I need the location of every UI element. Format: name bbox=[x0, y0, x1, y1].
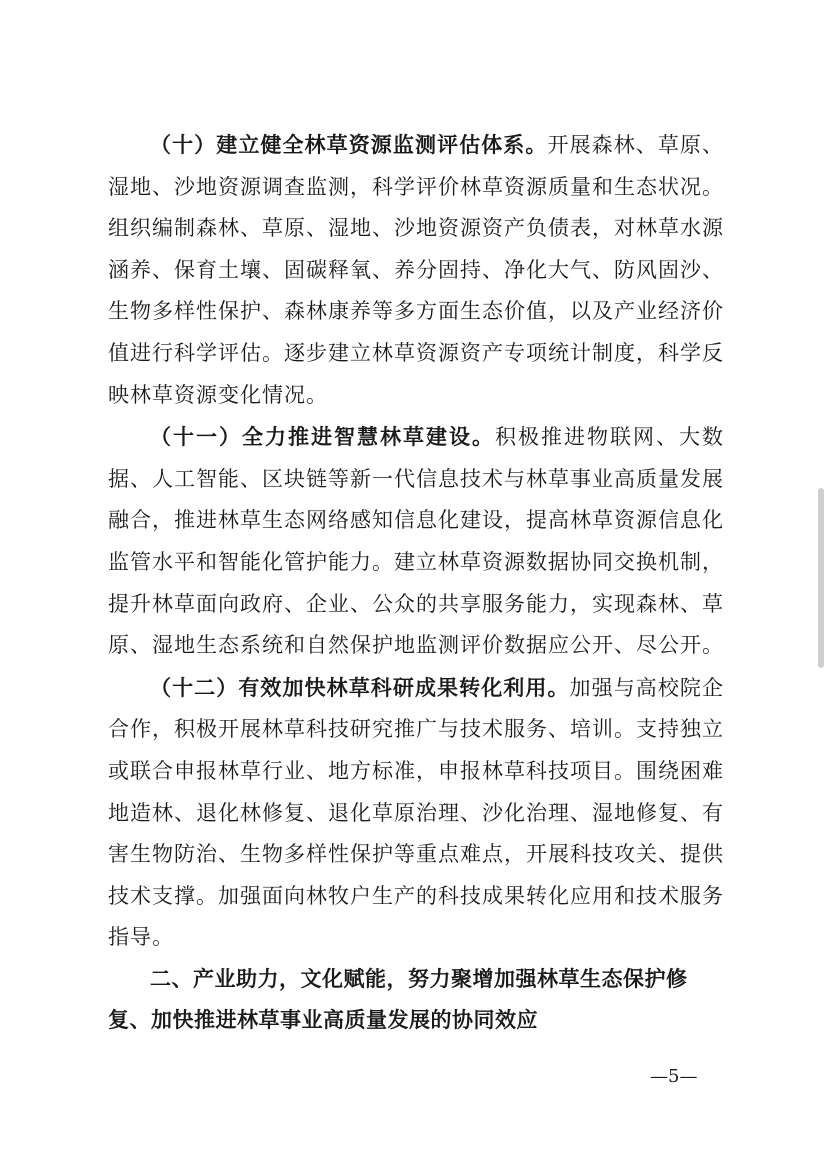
paragraph-11-lead: （十一）全力推进智慧林草建设。 bbox=[150, 424, 495, 450]
scrollbar-thumb[interactable] bbox=[818, 488, 824, 668]
paragraph-12-body: 加强与高校院企合作，积极开展林草科技研究推广与技术服务、培训。支持独立或联合申报林草行业、地方标准，申报林草科技项目。围绕困难地造林、退化林修复、退化草原治理、沙化治理、湿地修复、有害生物防治、生物多样性保护等重点难点，开展科技攻关、提供技术支撑。加强面向林牧户生产的科技成果转化应用和技术服务指导。 bbox=[108, 675, 725, 950]
paragraph-10-lead: （十）建立健全林草资源监测评估体系。 bbox=[150, 132, 548, 157]
paragraph-12-lead: （十二）有效加快林草科研成果转化利用。 bbox=[150, 674, 570, 700]
paragraph-12 bbox=[108, 667, 724, 959]
paragraph-11 bbox=[108, 416, 724, 667]
scrollbar[interactable] bbox=[818, 488, 824, 668]
section-heading: 二、产业助力，文化赋能，努力聚增加强林草生态保护修复、加快推进林草事业高质量发展的协同效应 bbox=[108, 966, 688, 1033]
document-body bbox=[108, 124, 724, 1042]
paragraph-10 bbox=[108, 124, 724, 416]
paragraph-11-body: 积极推进物联网、大数据、人工智能、区块链等新一代信息技术与林草事业高质量发展融合，推进林草生态网络感知信息化建设，提高林草资源信息化监管水平和智能化管护能力。建立林草资源数据协同交换机制，提升林草面向政府、企业、公众的共享服务能力，实现森林、草原、湿地生态系统和自然保护地监测评价数据应公开、尽公开。 bbox=[108, 425, 724, 658]
page-number: —5— bbox=[650, 1066, 698, 1087]
paragraph-10-body: 开展森林、草原、湿地、沙地资源调查监测，科学评价林草资源质量和生态状况。组织编制森林、草原、湿地、沙地资源资产负债表，对林草水源涵养、保育土壤、固碳释氧、养分固持、净化大气、防风固沙、生物多样性保护、森林康养等多方面生态价值，以及产业经济价值进行科学评估。逐步建立林草资源资产专项统计制度，科学反映林草资源变化情况。 bbox=[108, 133, 725, 407]
